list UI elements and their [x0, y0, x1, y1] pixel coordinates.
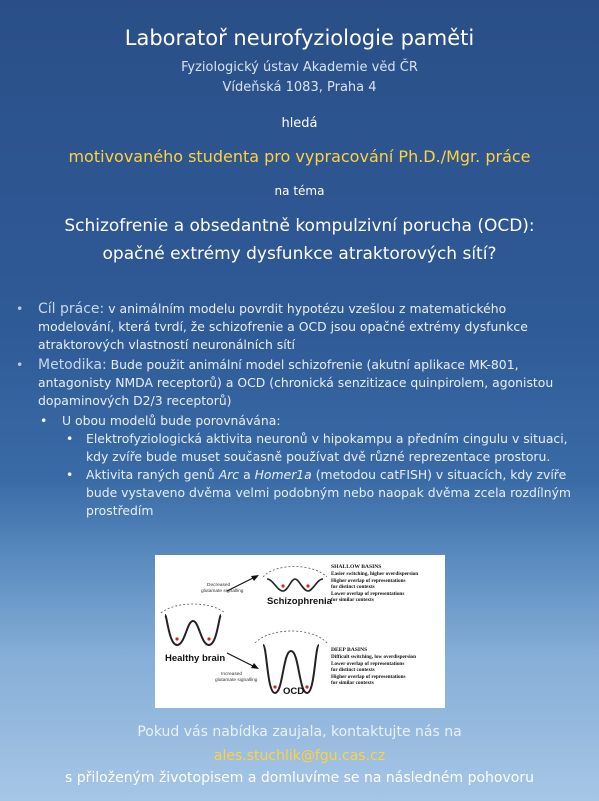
goal-bullet [14, 300, 584, 354]
goal-label: Cíl práce: [38, 301, 105, 317]
deep-line: for similar contexts [331, 680, 374, 686]
lab-title: Laboratoř neurofyziologie paměti [124, 26, 475, 50]
method-label: Metodika: [38, 357, 107, 373]
increased-label-2: glutamate signalling [215, 678, 258, 683]
deep-line: Lower overlap of representations [331, 661, 405, 667]
healthy-brain-label: Healthy brain [165, 653, 226, 664]
deep-line: Higher overlap of representations [331, 674, 406, 680]
gene-text-b: a [239, 467, 255, 482]
schizophrenia-label: Schizophrenia [267, 596, 332, 607]
deep-basins-title: DEEP BASINS [331, 647, 368, 653]
healthy-state-dot [207, 637, 210, 640]
ocd-label: OCD [283, 686, 305, 697]
decreased-label: Decreased [207, 583, 231, 588]
contact-instructions: s přiloženým životopisem a domluvíme se na následném pohovoru [65, 770, 534, 786]
method-text: Bude použit animální model schizofrenie (akutní aplikace MK-801, antagonisty NMDA receptorů) a OCD (chronická senzitizace quinpirolem, agonistou dopaminových D2/3 receptorů) [38, 357, 554, 408]
seeks-label: hledá [281, 116, 318, 131]
method-bullet [14, 356, 584, 410]
institute-name: Fyziologický ústav Akademie věd ČR [181, 60, 418, 75]
shallow-state-dot [281, 584, 284, 587]
shallow-line: for distinct contexts [331, 584, 375, 590]
project-description [14, 300, 584, 520]
shallow-line: for similar contexts [331, 597, 374, 603]
deep-line: Difficult switching, low overdispersion [331, 654, 417, 660]
topic-line-1: Schizofrenie a obsedantně kompulzivní porucha (OCD): [64, 216, 535, 236]
attractor-figure [155, 555, 445, 708]
shallow-line: Lower overlap of representations [331, 591, 405, 597]
shallow-line: Higher overlap of representations [331, 578, 406, 584]
goal-text: v animálním modelu povrdit hypotézu vzešlou z matematického modelování, která tvrdí, že schizofrenie a OCD jsou opačné extrémy dysfunkce atraktorových vlastností neuronálních sítí [38, 301, 528, 352]
institute-address: Vídeňská 1083, Praha 4 [222, 80, 377, 95]
gene-text-a: Aktivita raných genů [86, 467, 219, 482]
deep-basin-dashed [255, 631, 327, 643]
healthy-basin-curve [165, 615, 221, 645]
decreased-label-2: glutamate signalling [201, 589, 244, 594]
gene-homer: Homer1a [254, 467, 312, 482]
on-topic-label: na téma [274, 184, 325, 198]
contact-email-link[interactable]: ales.stuchlik@fgu.cas.cz [213, 748, 386, 764]
healthy-state-dot [175, 637, 178, 640]
topic-line-2: opačné extrémy dysfunkce atraktorových sítí? [102, 244, 497, 264]
arrow-to-ocd [227, 653, 255, 667]
healthy-basin-dashed [161, 604, 225, 613]
deep-state-dot [305, 685, 308, 688]
comparison-bullet: • U obou modelů bude porovnávána: [14, 412, 584, 430]
deep-line: for distinct contexts [331, 667, 375, 673]
shallow-basin-dashed [263, 567, 327, 578]
electrophysiology-bullet: • Elektrofyziologická aktivita neuronů v hipokampu a předním cingulu v situaci, kdy zvíře bude muset současně používat dvě různé reprezentace prostoru. [14, 430, 584, 466]
increased-label: Increased [221, 672, 243, 677]
contact-intro: Pokud vás nabídka zaujala, kontaktujte nás na [137, 724, 462, 740]
seeking-headline: motivovaného studenta pro vypracování Ph.D./Mgr. práce [68, 147, 531, 166]
shallow-basins-title: SHALLOW BASINS [331, 564, 382, 570]
gene-text-c: (metodou catFISH) v situacích, kdy zvíře bude vystaveno dvěma velmi podobným nebo naopak dvěma zcela rozdílným prostředím [86, 467, 571, 518]
gene-arc: Arc [218, 467, 240, 482]
deep-state-dot [273, 685, 276, 688]
gene-activity-bullet [14, 466, 584, 520]
shallow-line: Easier switching, higher overdispersion [331, 571, 419, 577]
shallow-basin-curve [267, 579, 323, 591]
shallow-state-dot [306, 584, 309, 587]
